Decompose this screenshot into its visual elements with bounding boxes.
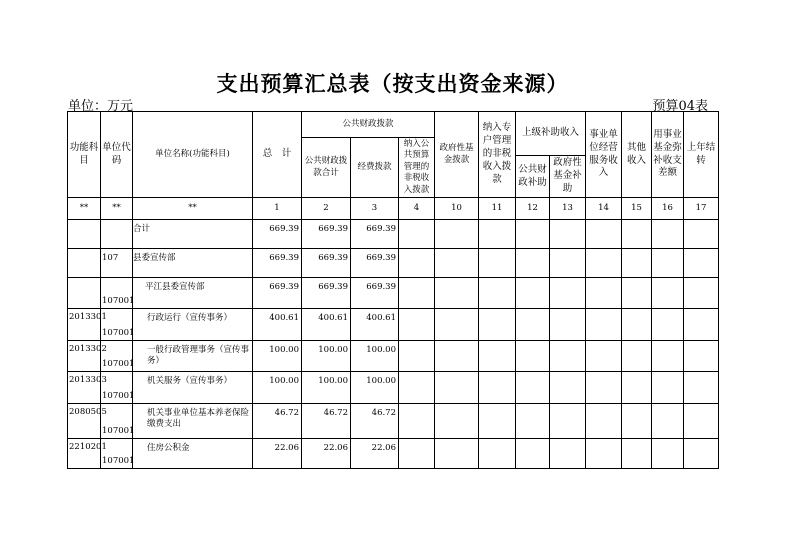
empty-cell bbox=[399, 220, 435, 249]
index-cell: 12 bbox=[516, 198, 550, 220]
unit-code-cell: 107001 bbox=[101, 404, 133, 439]
empty-cell bbox=[622, 372, 652, 404]
empty-cell bbox=[516, 341, 550, 372]
index-cell: 13 bbox=[550, 198, 586, 220]
pf-funding-cell: 100.00 bbox=[351, 372, 399, 404]
unit-name-cell: 住房公积金 bbox=[133, 439, 253, 469]
pf-funding-cell: 22.06 bbox=[351, 439, 399, 469]
header-fund-offset: 用事业基金弥补收支差额 bbox=[652, 112, 684, 198]
header-gov-fund: 政府性基金拨款 bbox=[435, 112, 479, 198]
empty-cell bbox=[684, 404, 719, 439]
pf-funding-cell: 669.39 bbox=[351, 249, 399, 278]
empty-cell bbox=[479, 220, 516, 249]
pf-funding-cell: 46.72 bbox=[351, 404, 399, 439]
header-public-finance: 公共财政拨款 bbox=[302, 112, 435, 138]
empty-cell bbox=[399, 439, 435, 469]
header-total: 总 计 bbox=[253, 112, 302, 198]
empty-cell bbox=[435, 220, 479, 249]
empty-cell bbox=[550, 309, 586, 341]
empty-cell bbox=[652, 309, 684, 341]
empty-cell bbox=[550, 372, 586, 404]
empty-cell bbox=[622, 278, 652, 309]
table-row bbox=[68, 249, 719, 278]
func-code-cell: 2013302 bbox=[68, 341, 101, 372]
header-pf-nontax: 纳入公共预算管理的非税收入拨款 bbox=[399, 138, 435, 198]
table-row bbox=[68, 309, 719, 341]
empty-cell bbox=[550, 341, 586, 372]
empty-cell bbox=[399, 309, 435, 341]
unit-code-cell: 107001 bbox=[101, 309, 133, 341]
empty-cell bbox=[516, 439, 550, 469]
budget-table bbox=[67, 111, 719, 469]
unit-name-cell: 合计 bbox=[133, 220, 253, 249]
index-cell: 11 bbox=[479, 198, 516, 220]
unit-code-cell: 107001 bbox=[101, 372, 133, 404]
header-unit-code: 单位代码 bbox=[101, 112, 133, 198]
unit-code-cell bbox=[101, 220, 133, 249]
empty-cell bbox=[586, 372, 622, 404]
empty-cell bbox=[550, 439, 586, 469]
empty-cell bbox=[399, 341, 435, 372]
total-cell: 100.00 bbox=[253, 372, 302, 404]
empty-cell bbox=[586, 278, 622, 309]
empty-cell bbox=[435, 341, 479, 372]
total-cell: 669.39 bbox=[253, 278, 302, 309]
table-row bbox=[68, 341, 719, 372]
func-code-cell bbox=[68, 249, 101, 278]
table-row bbox=[68, 372, 719, 404]
total-cell: 100.00 bbox=[253, 341, 302, 372]
unit-name-cell: 机关事业单位基本养老保险缴费支出 bbox=[133, 404, 253, 439]
index-cell: ** bbox=[101, 198, 133, 220]
pf-subtotal-cell: 669.39 bbox=[302, 220, 351, 249]
empty-cell bbox=[652, 341, 684, 372]
empty-cell bbox=[435, 439, 479, 469]
empty-cell bbox=[586, 404, 622, 439]
header-other: 其他收入 bbox=[622, 112, 652, 198]
total-cell: 669.39 bbox=[253, 249, 302, 278]
empty-cell bbox=[652, 372, 684, 404]
pf-funding-cell: 669.39 bbox=[351, 220, 399, 249]
pf-subtotal-cell: 100.00 bbox=[302, 372, 351, 404]
total-cell: 46.72 bbox=[253, 404, 302, 439]
pf-funding-cell: 400.61 bbox=[351, 309, 399, 341]
header-special-nontax: 纳入专户管理的非税收入拨款 bbox=[479, 112, 516, 198]
empty-cell bbox=[435, 404, 479, 439]
unit-name-cell: 机关服务（宣传事务） bbox=[133, 372, 253, 404]
unit-code-cell: 107001 bbox=[101, 439, 133, 469]
empty-cell bbox=[550, 404, 586, 439]
empty-cell bbox=[684, 341, 719, 372]
form-number: 预算04表 bbox=[652, 99, 708, 114]
pf-funding-cell: 100.00 bbox=[351, 341, 399, 372]
header-unit-name: 单位名称(功能科目) bbox=[133, 112, 253, 198]
empty-cell bbox=[399, 249, 435, 278]
unit-name-cell: 平江县委宣传部 bbox=[133, 278, 253, 309]
empty-cell bbox=[479, 309, 516, 341]
empty-cell bbox=[479, 404, 516, 439]
empty-cell bbox=[684, 220, 719, 249]
empty-cell bbox=[684, 249, 719, 278]
unit-name-cell: 一般行政管理事务（宣传事务） bbox=[133, 341, 253, 372]
total-cell: 669.39 bbox=[253, 220, 302, 249]
empty-cell bbox=[586, 249, 622, 278]
empty-cell bbox=[622, 249, 652, 278]
unit-label: 单位：万元 bbox=[68, 99, 134, 114]
empty-cell bbox=[586, 341, 622, 372]
unit-code-cell: 107001 bbox=[101, 341, 133, 372]
empty-cell bbox=[550, 249, 586, 278]
unit-code-cell: 107 bbox=[101, 249, 133, 278]
empty-cell bbox=[652, 249, 684, 278]
empty-cell bbox=[479, 439, 516, 469]
empty-cell bbox=[516, 404, 550, 439]
index-cell: ** bbox=[68, 198, 101, 220]
index-cell: 3 bbox=[351, 198, 399, 220]
pf-funding-cell: 669.39 bbox=[351, 278, 399, 309]
empty-cell bbox=[586, 309, 622, 341]
empty-cell bbox=[586, 439, 622, 469]
header-business: 事业单位经营服务收入 bbox=[586, 112, 622, 198]
empty-cell bbox=[622, 439, 652, 469]
empty-cell bbox=[586, 220, 622, 249]
empty-cell bbox=[622, 309, 652, 341]
total-cell: 400.61 bbox=[253, 309, 302, 341]
pf-subtotal-cell: 400.61 bbox=[302, 309, 351, 341]
empty-cell bbox=[399, 404, 435, 439]
empty-cell bbox=[622, 220, 652, 249]
empty-cell bbox=[516, 249, 550, 278]
func-code-cell bbox=[68, 278, 101, 309]
empty-cell bbox=[622, 341, 652, 372]
empty-cell bbox=[479, 249, 516, 278]
index-cell: 15 bbox=[622, 198, 652, 220]
empty-cell bbox=[652, 220, 684, 249]
unit-name-cell: 县委宣传部 bbox=[133, 249, 253, 278]
index-cell: 2 bbox=[302, 198, 351, 220]
empty-cell bbox=[684, 278, 719, 309]
empty-cell bbox=[516, 309, 550, 341]
empty-cell bbox=[516, 278, 550, 309]
empty-cell bbox=[479, 341, 516, 372]
header-sup-public: 公共财政补助 bbox=[516, 156, 550, 198]
empty-cell bbox=[684, 309, 719, 341]
func-code-cell bbox=[68, 220, 101, 249]
header-pf-funding: 经费拨款 bbox=[351, 138, 399, 198]
empty-cell bbox=[399, 372, 435, 404]
empty-cell bbox=[550, 278, 586, 309]
func-code-cell: 2013301 bbox=[68, 309, 101, 341]
empty-cell bbox=[435, 372, 479, 404]
pf-subtotal-cell: 669.39 bbox=[302, 278, 351, 309]
empty-cell bbox=[652, 439, 684, 469]
table-row bbox=[68, 278, 719, 309]
header-func-code: 功能科目 bbox=[68, 112, 101, 198]
index-cell: 14 bbox=[586, 198, 622, 220]
page-title: 支出预算汇总表（按支出资金来源） bbox=[216, 71, 569, 96]
func-code-cell: 2210201 bbox=[68, 439, 101, 469]
empty-cell bbox=[622, 404, 652, 439]
unit-code-cell: 107001 bbox=[101, 278, 133, 309]
empty-cell bbox=[479, 372, 516, 404]
empty-cell bbox=[550, 220, 586, 249]
empty-cell bbox=[684, 372, 719, 404]
empty-cell bbox=[652, 404, 684, 439]
func-code-cell: 2080505 bbox=[68, 404, 101, 439]
empty-cell bbox=[435, 249, 479, 278]
empty-cell bbox=[516, 220, 550, 249]
total-cell: 22.06 bbox=[253, 439, 302, 469]
index-cell: 17 bbox=[684, 198, 719, 220]
index-cell: ** bbox=[133, 198, 253, 220]
index-cell: 1 bbox=[253, 198, 302, 220]
table-row bbox=[68, 439, 719, 469]
pf-subtotal-cell: 669.39 bbox=[302, 249, 351, 278]
empty-cell bbox=[399, 278, 435, 309]
pf-subtotal-cell: 22.06 bbox=[302, 439, 351, 469]
header-sup-govfund: 政府性基金补助 bbox=[550, 156, 586, 198]
index-cell: 4 bbox=[399, 198, 435, 220]
index-cell: 10 bbox=[435, 198, 479, 220]
empty-cell bbox=[479, 278, 516, 309]
header-carryover: 上年结转 bbox=[684, 112, 719, 198]
empty-cell bbox=[435, 278, 479, 309]
header-superior: 上级补助收入 bbox=[516, 112, 586, 156]
table-row bbox=[68, 220, 719, 249]
pf-subtotal-cell: 100.00 bbox=[302, 341, 351, 372]
pf-subtotal-cell: 46.72 bbox=[302, 404, 351, 439]
empty-cell bbox=[516, 372, 550, 404]
index-row bbox=[68, 198, 719, 220]
header-pf-subtotal: 公共财政拨款合计 bbox=[302, 138, 351, 198]
func-code-cell: 2013303 bbox=[68, 372, 101, 404]
unit-name-cell: 行政运行（宣传事务） bbox=[133, 309, 253, 341]
index-cell: 16 bbox=[652, 198, 684, 220]
table-row bbox=[68, 404, 719, 439]
empty-cell bbox=[435, 309, 479, 341]
empty-cell bbox=[652, 278, 684, 309]
empty-cell bbox=[684, 439, 719, 469]
